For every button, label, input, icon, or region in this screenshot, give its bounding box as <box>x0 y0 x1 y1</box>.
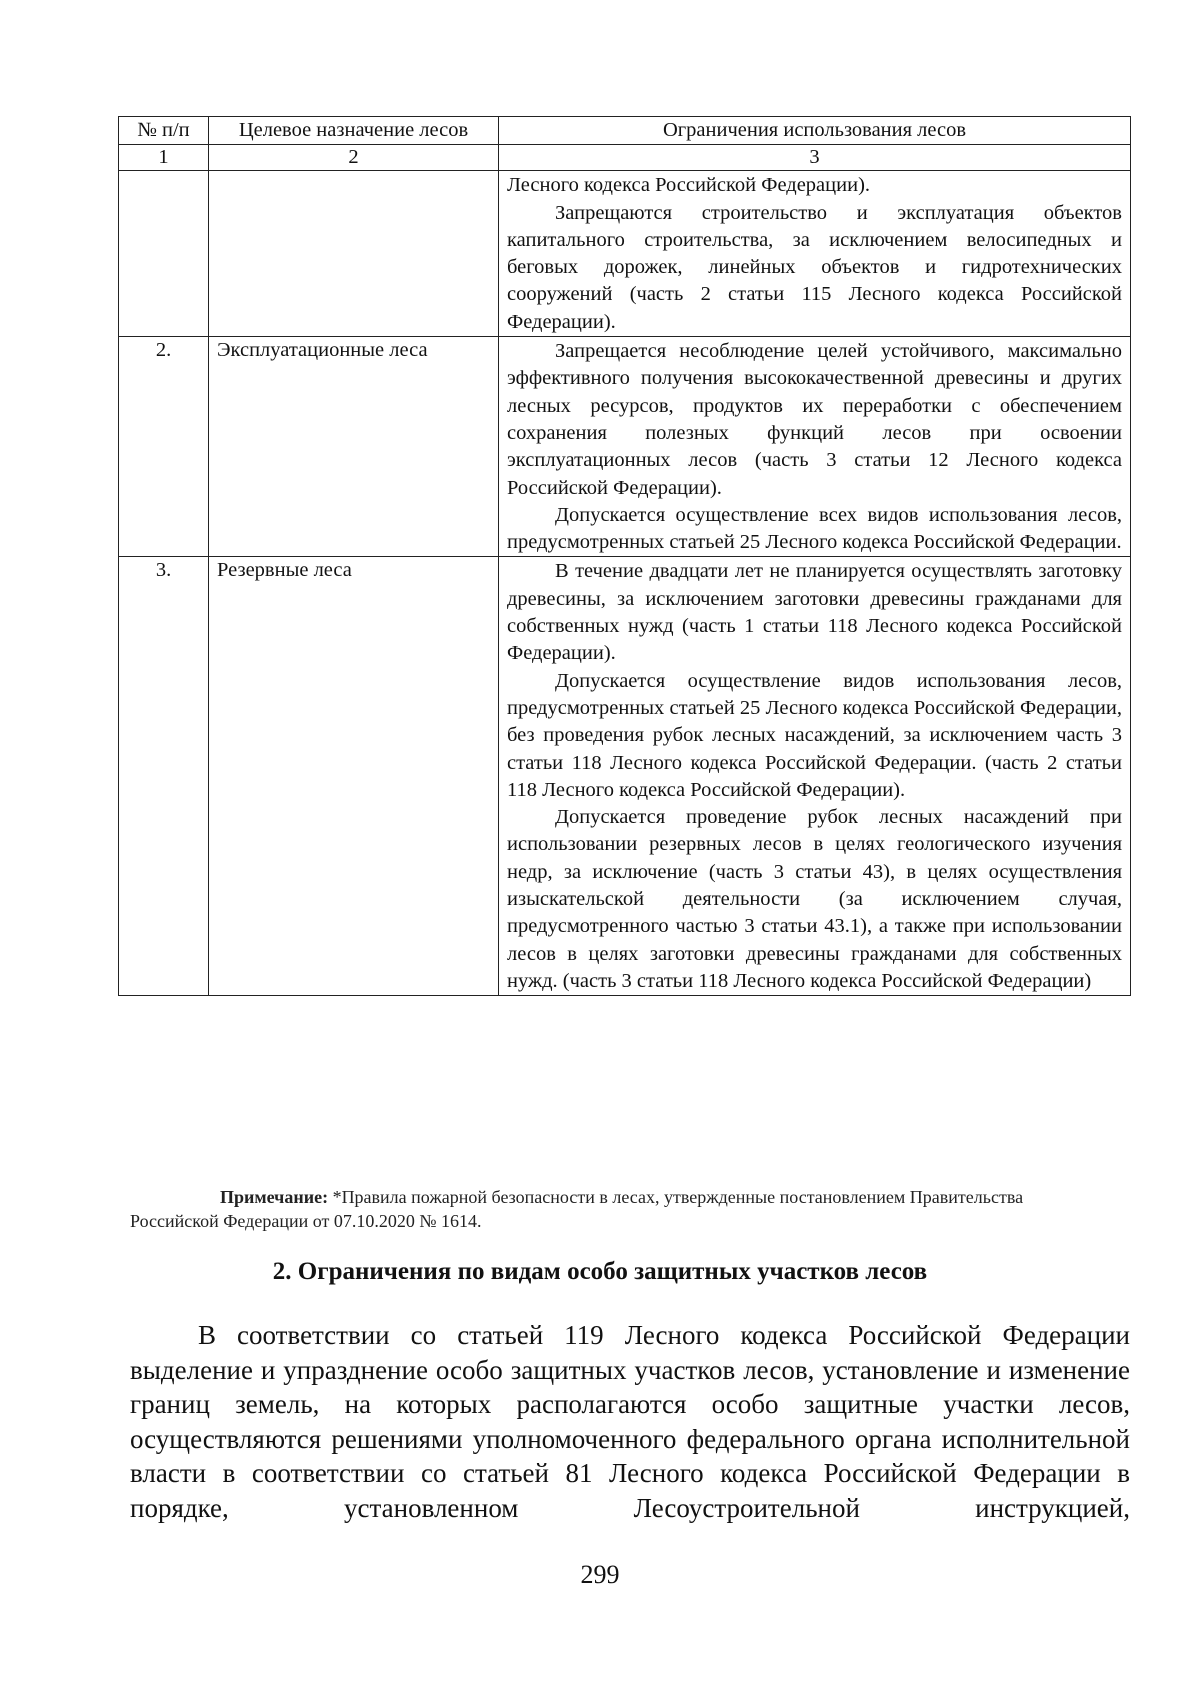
header-cell-purpose: Целевое назначение лесов <box>209 117 499 145</box>
restriction-paragraph: Допускается проведение рубок лесных насаждений при использовании резервных лесов в целях геологического изучения недр, за исключение (часть 3 статьи 43), в целях осуществления изыскательской деятельности (за исключением случая, предусмотренного частью 3 статьи 43.1), а также при использовании лесов в целях заготовки древесины гражданами для собственных нужд. (часть 3 статьи 118 Лесного кодекса Российской Федерации) <box>507 806 1122 992</box>
row-number: 3. <box>119 557 209 996</box>
header-cell-number: № п/п <box>119 117 209 145</box>
row-number <box>119 171 209 337</box>
restriction-paragraph: Лесного кодекса Российской Федерации). <box>507 174 871 197</box>
row-restrictions <box>499 337 1131 557</box>
table-row <box>119 337 1131 557</box>
table-header-row <box>119 117 1131 145</box>
header-cell-restrictions: Ограничения использования лесов <box>499 117 1131 145</box>
row-restrictions <box>499 557 1131 996</box>
restriction-paragraph: В течение двадцати лет не планируется осуществлять заготовку древесины, за исключением заготовки древесины гражданами для собственных нужд (часть 1 статьи 118 Лесного кодекса Российской Федерации). <box>507 560 1122 665</box>
table-note <box>130 1185 1120 1233</box>
restriction-paragraph: Запрещается несоблюдение целей устойчивого, максимально эффективного получения высококачественной древесины и других лесных ресурсов, продуктов их переработки с обеспечением сохранения полезных функций лесов при освоении эксплуатационных лесов (часть 3 статьи 12 Лесного кодекса Российской Федерации). <box>507 340 1122 499</box>
column-number: 1 <box>119 145 209 171</box>
row-purpose: Резервные леса <box>209 557 499 996</box>
row-number: 2. <box>119 337 209 557</box>
restriction-paragraph: Допускается осуществление видов использования лесов, предусмотренных статьей 25 Лесного кодекса Российской Федерации, без проведения рубок лесных насаждений, за исключением часть 3 статьи 118 Лесного кодекса Российской Федерации. (часть 2 статьи 118 Лесного кодекса Российской Федерации). <box>507 669 1122 801</box>
section-paragraph: В соответствии со статьей 119 Лесного кодекса Российской Федерации выделение и упразднение особо защитных участков лесов, установление и изменение границ земель, на которых располагаются особо защитные участки лесов, осуществляются решениями уполномоченного федерального органа исполнительной власти в соответствии со статьей 81 Лесного кодекса Российской Федерации в порядке, установленном Лесоустроительной инструкцией, <box>130 1320 1130 1523</box>
restriction-paragraph: Допускается осуществление всех видов использования лесов, предусмотренных статьей 25 Лесного кодекса Российской Федерации. <box>507 503 1122 554</box>
page-number: 299 <box>580 1560 620 1589</box>
restrictions-table <box>118 116 1131 996</box>
restriction-paragraph: Запрещаются строительство и эксплуатация объектов капитального строительства, за исключением велосипедных и беговых дорожек, линейных объектов и гидротехнических сооружений (часть 2 статьи 115 Лесного кодекса Российской Федерации). <box>507 201 1122 333</box>
table-row <box>119 171 1131 337</box>
row-purpose: Эксплуатационные леса <box>209 337 499 557</box>
note-text-line1: *Правила пожарной безопасности в лесах, утвержденные постановлением Правительства <box>328 1187 1024 1207</box>
note-text-line2: Российской Федерации от 07.10.2020 № 1614. <box>130 1211 482 1231</box>
row-restrictions <box>499 171 1131 337</box>
column-number: 3 <box>499 145 1131 171</box>
row-purpose <box>209 171 499 337</box>
column-number: 2 <box>209 145 499 171</box>
note-label: Примечание: <box>220 1187 329 1207</box>
column-number-row <box>119 145 1131 171</box>
table-row <box>119 557 1131 996</box>
section-heading: 2. Ограничения по видам особо защитных участков лесов <box>272 1258 928 1285</box>
